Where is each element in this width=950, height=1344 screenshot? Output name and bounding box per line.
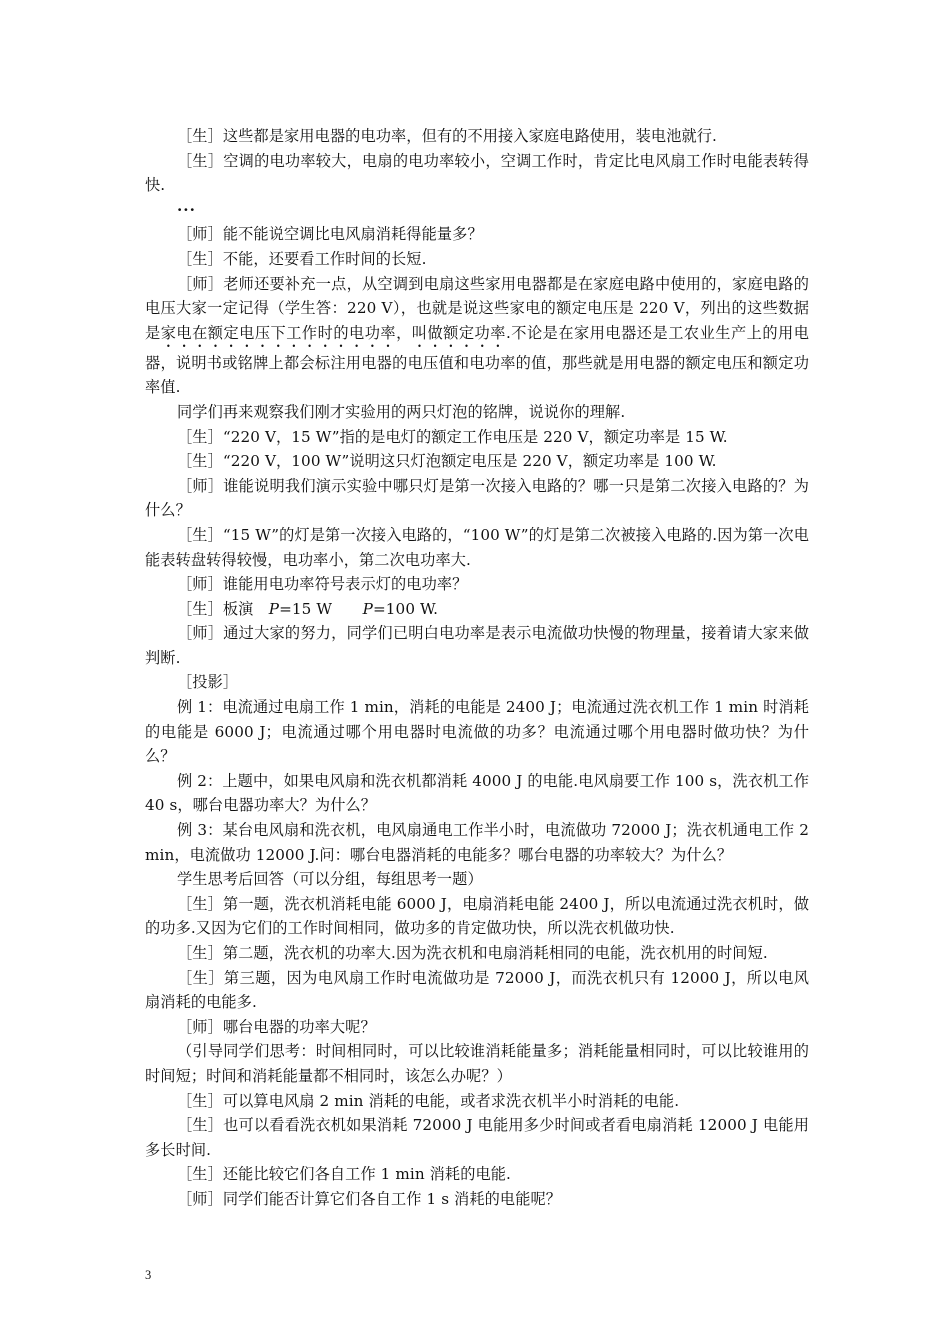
power-symbol-1: P bbox=[268, 599, 280, 618]
example-3: 例 3：某台电风扇和洗衣机，电风扇通电工作半小时，电流做功 72000 J；洗衣机通电工作 2 min，电流做功 12000 J.问：哪台电器消耗的电能多？哪台电器的功率较大？为什么？ bbox=[145, 821, 809, 864]
paragraph-23: ［师］哪台电器的功率大呢？ bbox=[177, 1017, 376, 1036]
paragraph-5: ［生］不能，还要看工作时间的长短. bbox=[177, 249, 427, 268]
paragraph-12: ［师］谁能用电功率符号表示灯的电功率？ bbox=[177, 575, 468, 594]
paragraph-4: ［师］能不能说空调比电风扇消耗得能量多？ bbox=[177, 225, 483, 244]
paragraph-8: ［生］“220 V，15 W”指的是电灯的额定工作电压是 220 V，额定功率是 15 W. bbox=[177, 427, 728, 446]
paragraph-7: 同学们再来观察我们刚才实验用的两只灯泡的铭牌，说说你的理解. bbox=[177, 402, 626, 421]
paragraph-13-part-c: =100 W. bbox=[372, 599, 438, 618]
paragraph-6-part-a: ［师］老师还要补充一点，从空调到电扇这些家用电器都是在家庭电路中使用的，家庭电路的电压大家一定记得（学生答：220 V），也就是说这些家电的额定电压是 220 V，列出的这些数据是 bbox=[145, 274, 809, 342]
paragraph-13 bbox=[145, 597, 809, 622]
rated-power-emphasis: 家电在额定电压下工作时的电功率，叫做额定功率 bbox=[160, 323, 506, 342]
example-2: 例 2：上题中，如果电风扇和洗衣机都消耗 4000 J 的电能.电风扇要工作 100 s，洗衣机工作 40 s，哪台电器功率大？为什么？ bbox=[145, 771, 809, 815]
paragraph-15: ［投影］ bbox=[177, 673, 239, 692]
paragraph-27: ［生］还能比较它们各自工作 1 min 消耗的电能. bbox=[177, 1165, 511, 1184]
paragraph-10: ［师］谁能说明我们演示实验中哪只灯是第一次接入电路的？哪一只是第二次接入电路的？为什么？ bbox=[145, 476, 809, 520]
paragraph-1: ［生］这些都是家用电器的电功率，但有的不用接入家庭电路使用，装电池就行. bbox=[177, 127, 717, 145]
paragraph-11: ［生］“15 W”的灯是第一次接入电路的，“100 W”的灯是第二次被接入电路的.因为第一次电能表转盘转得较慢，电功率小，第二次电功率大. bbox=[145, 525, 809, 569]
paragraph-13-part-a: ［生］板演 bbox=[177, 599, 269, 618]
paragraph-6-part-c: .不论是在家用电器还是工农业生产上的用电器，说明书或铭牌上都会标注用电器的电压值和电功率的值，那些就是用电器的额定电压和额定功率值. bbox=[145, 323, 810, 397]
paragraph-14: ［师］通过大家的努力，同学们已明白电功率是表示电流做功快慢的物理量，接着请大家来做判断. bbox=[145, 624, 809, 667]
paragraph-6 bbox=[145, 272, 809, 400]
paragraph-2: ［生］空调的电功率较大，电扇的电功率较小，空调工作时，肯定比电风扇工作时电能表转得快. bbox=[145, 151, 809, 195]
page-number: 3 bbox=[145, 1268, 152, 1282]
paragraph-9: ［生］“220 V，100 W”说明这只灯泡额定电压是 220 V，额定功率是 100 W. bbox=[177, 452, 717, 471]
document-body bbox=[145, 124, 809, 1212]
answer-3: ［生］第三题，因为电风扇工作时电流做功是 72000 J，而洗衣机只有 12000 J，所以电风扇消耗的电能多. bbox=[145, 968, 809, 1012]
paragraph-25: ［生］可以算电风扇 2 min 消耗的电能，或者求洗衣机半小时消耗的电能. bbox=[177, 1091, 680, 1110]
power-symbol-2: P bbox=[362, 599, 373, 618]
ellipsis-marker: ··· bbox=[177, 200, 196, 219]
paragraph-13-part-b: =15 W bbox=[279, 599, 363, 618]
paragraph-24: （引导同学们思考：时间相同时，可以比较谁消耗能量多；消耗能量相同时，可以比较谁用的时间短；时间和消耗能量都不相同时，该怎么办呢？） bbox=[145, 1042, 809, 1085]
paragraph-26: ［生］也可以看看洗衣机如果消耗 72000 J 电能用多少时间或者看电扇消耗 12000 J 电能用多长时间. bbox=[145, 1116, 809, 1159]
paragraph-19: 学生思考后回答（可以分组，每组思考一题） bbox=[177, 870, 483, 889]
answer-2: ［生］第二题，洗衣机的功率大.因为洗衣机和电扇消耗相同的电能，洗衣机用的时间短. bbox=[177, 944, 768, 962]
answer-1: ［生］第一题，洗衣机消耗电能 6000 J，电扇消耗电能 2400 J，所以电流通过洗衣机时，做的功多.又因为它们的工作时间相同，做功多的肯定做功快，所以洗衣机做功快. bbox=[145, 894, 809, 938]
example-1: 例 1：电流通过电扇工作 1 min，消耗的电能是 2400 J；电流通过洗衣机工作 1 min 时消耗的电能是 6000 J；电流通过哪个用电器时电流做的功多？电流通过哪个用电器时做功快？为什么？ bbox=[145, 698, 809, 766]
paragraph-28: ［师］同学们能否计算它们各自工作 1 s 消耗的电能呢？ bbox=[177, 1189, 562, 1208]
